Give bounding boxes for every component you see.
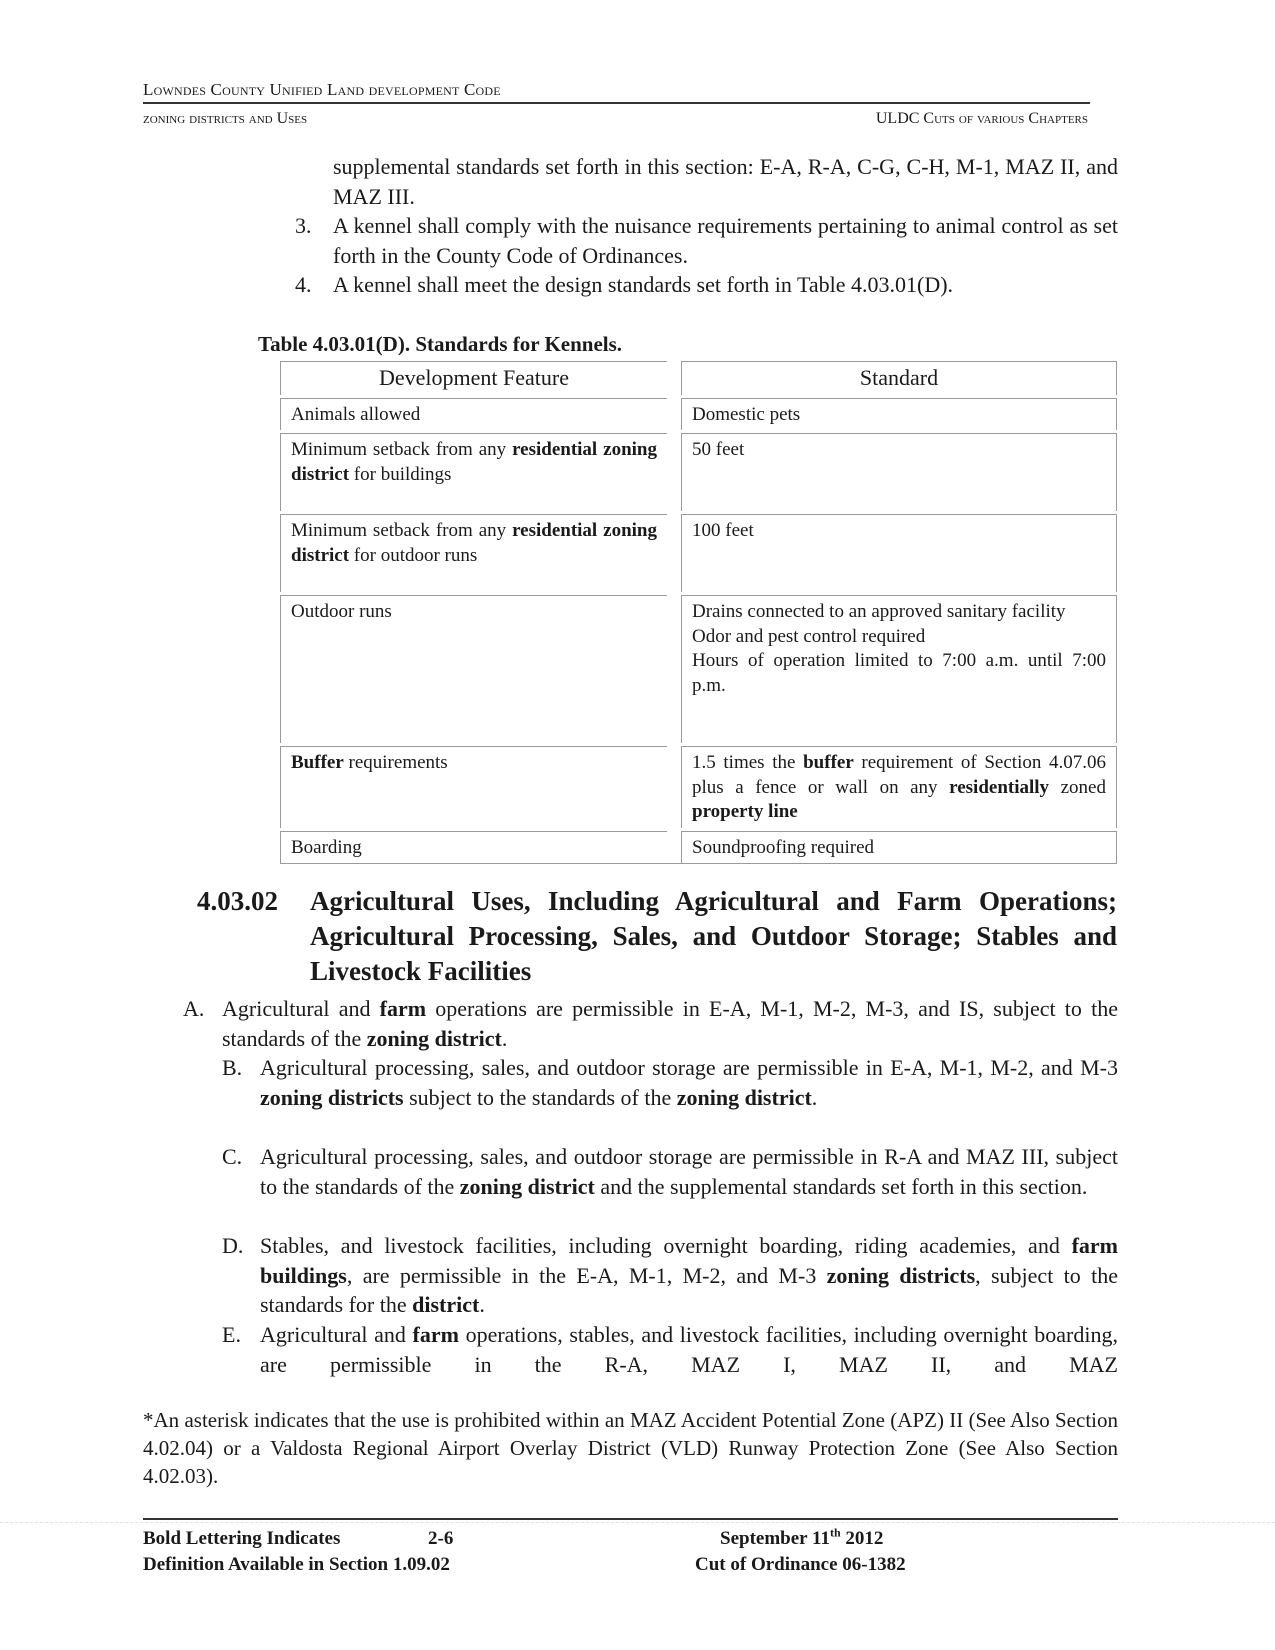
footer-rule: [143, 1518, 1118, 1520]
item-text: Stables, and livestock facilities, including overnight boarding, riding academies, and farm buildings, are permissible in the E-A, M-1, M-2, and M-3 zoning districts, subject to the standards for the district.: [260, 1233, 1118, 1317]
table-title: Table 4.03.01(D). Standards for Kennels.: [258, 332, 623, 356]
date-year: 2012: [840, 1528, 884, 1549]
defined-term: residential zoning district: [291, 439, 657, 485]
running-header-title: Lowndes County Unified Land development Code: [143, 80, 501, 99]
table-row: [280, 433, 1117, 511]
list-item-number: 4.: [295, 272, 312, 297]
table-row: [280, 398, 1117, 431]
footer-bold-note-line2: Definition Available in Section 1.09.02: [143, 1554, 450, 1575]
asterisk-footnote: *An asterisk indicates that the use is prohibited within an MAZ Accident Potential Zone (APZ) II (See Also Section 4.02.04) or a Valdosta Regional Airport Overlay District (VLD) Runway Protection Zone (See Also Section 4.02.03).: [143, 1408, 1118, 1488]
section-heading: [197, 884, 1117, 989]
term-suffix: for buildings: [349, 463, 452, 485]
standard-line: Hours of operation limited to 7:00 a.m. until 7:00 p.m.: [692, 650, 1106, 696]
date-ordinal: th: [829, 1525, 841, 1540]
section-item-c: [222, 1142, 1118, 1201]
term-suffix: for outdoor runs: [349, 544, 478, 566]
kennel-standards-table: [280, 358, 1117, 867]
header-rule: [143, 102, 1090, 104]
date-text: September 11: [720, 1528, 830, 1549]
feature-cell: [280, 514, 667, 592]
scan-artifact-line: [0, 1522, 1275, 1523]
term-minimum-setback: Minimum setback from any: [291, 439, 513, 460]
section-item-e: [222, 1320, 1118, 1379]
section-item-b: [222, 1053, 1118, 1112]
section-title: Agricultural Uses, Including Agricultural and Farm Operations; Agricultural Processing, Sales, and Outdoor Storage; Stables and Livestock Facilities: [310, 886, 1117, 986]
defined-term: residentially: [949, 776, 1050, 798]
footer-date: [720, 1526, 883, 1552]
item-label: E.: [222, 1322, 241, 1347]
defined-term: district: [412, 1292, 480, 1317]
item-label: B.: [222, 1055, 243, 1080]
table-row: [280, 746, 1117, 828]
list-item-text: A kennel shall meet the design standards set forth in Table 4.03.01(D).: [333, 272, 954, 297]
defined-term: zoning district: [676, 1084, 812, 1110]
defined-term: zoning districts: [826, 1262, 976, 1288]
running-header-chapter: zoning districts and Uses: [143, 110, 308, 127]
defined-term: zoning districts: [260, 1084, 404, 1110]
page-number: 2-6: [428, 1528, 454, 1549]
column-header-standard: Standard: [681, 361, 1117, 395]
defined-term: zoning district: [366, 1025, 502, 1051]
column-header-feature: Development Feature: [280, 361, 667, 395]
defined-term: farm buildings: [260, 1233, 1118, 1288]
section-item-a: [183, 994, 1118, 1053]
standard-line: Drains connected to an approved sanitary facility: [692, 601, 1066, 622]
list-item-number: 3.: [295, 213, 312, 238]
standard-cell: 1.5 times the buffer requirement of Section 4.07.06 plus a fence or wall on any residentially zoned property line: [681, 746, 1117, 828]
standard-cell: 50 feet: [681, 433, 1117, 511]
item-text: Agricultural processing, sales, and outdoor storage are permissible in E-A, M-1, M-2, and M-3 zoning districts subject to the standards of the zoning district.: [260, 1055, 1118, 1110]
feature-cell: [280, 746, 667, 828]
footer-ordinance: Cut of Ordinance 06-1382: [695, 1554, 906, 1575]
standard-cell: Domestic pets: [681, 398, 1117, 431]
standard-cell: Soundproofing required: [681, 831, 1117, 865]
term-suffix: requirements: [343, 752, 448, 773]
list-item-4: [295, 270, 1118, 300]
standard-cell: [681, 595, 1117, 743]
running-header-right: ULDC Cuts of various Chapters: [875, 110, 1088, 127]
standard-line: Odor and pest control required: [692, 625, 926, 647]
defined-term: Buffer: [291, 752, 344, 773]
continuation-paragraph: supplemental standards set forth in this section: E-A, R-A, C-G, C-H, M-1, MAZ II, and MAZ III.: [333, 154, 1118, 209]
standard-cell: 100 feet: [681, 514, 1117, 592]
feature-cell: [280, 433, 667, 511]
defined-term: buffer: [803, 752, 854, 773]
table-row: [280, 831, 1117, 865]
defined-term: residential zoning district: [291, 520, 657, 566]
list-item-3: [295, 211, 1118, 270]
item-label: A.: [183, 996, 205, 1021]
section-item-d: [222, 1231, 1118, 1320]
defined-term: farm: [379, 996, 427, 1021]
defined-term: zoning district: [459, 1173, 595, 1199]
item-text: Agricultural processing, sales, and outdoor storage are permissible in R-A and MAZ III, subject to the standards of the zoning district and the supplemental standards set forth in this section.: [260, 1144, 1118, 1199]
item-label: D.: [222, 1233, 244, 1258]
table-row: [280, 595, 1117, 743]
item-text: Agricultural and farm operations are permissible in E-A, M-1, M-2, M-3, and IS, subject to the standards of the zoning district.: [222, 996, 1118, 1051]
table-row: [280, 514, 1117, 592]
feature-cell: Animals allowed: [280, 398, 667, 431]
item-label: C.: [222, 1144, 243, 1169]
table-header-row: [280, 361, 1117, 395]
defined-term: farm: [412, 1322, 459, 1347]
defined-term: property line: [692, 801, 798, 822]
footer-bold-note-line1: Bold Lettering Indicates: [143, 1528, 341, 1549]
feature-cell: Boarding: [280, 831, 667, 865]
list-item-text: A kennel shall comply with the nuisance requirements pertaining to animal control as set forth in the County Code of Ordinances.: [333, 213, 1118, 268]
section-number: 4.03.02: [197, 886, 278, 916]
term-minimum-setback: Minimum setback from any: [291, 520, 513, 541]
item-text: Agricultural and farm operations, stables, and livestock facilities, including overnight boarding, are permissible in the R-A, MAZ I, MAZ II, and MAZ: [260, 1322, 1118, 1377]
feature-cell: Outdoor runs: [280, 595, 667, 743]
